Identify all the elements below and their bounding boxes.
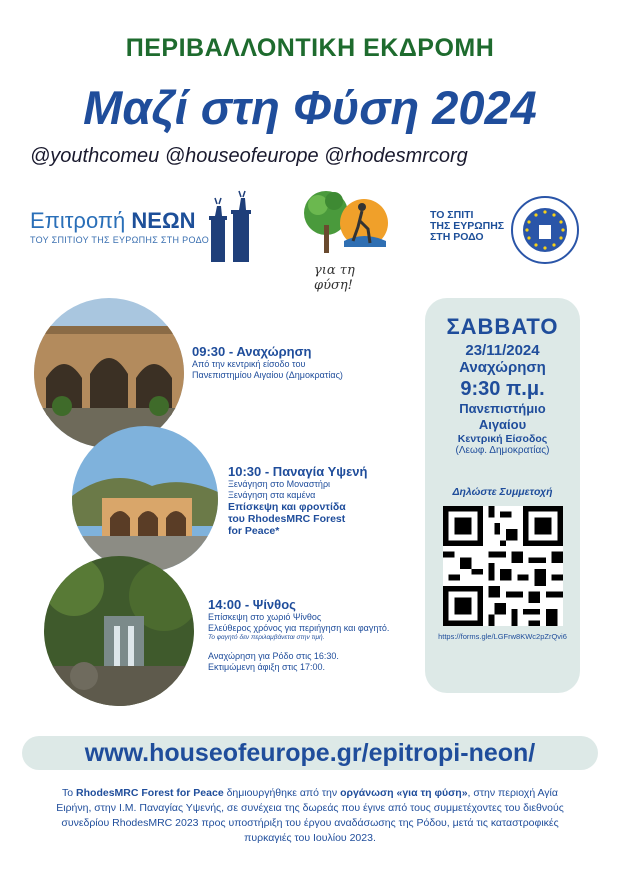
social-handles: @youthcomeu @houseofeurope @rhodesmrcorg — [30, 145, 468, 167]
stop-title: 09:30 - Αναχώρηση — [192, 344, 312, 359]
nature-org-logo — [296, 185, 396, 293]
footer-note — [48, 786, 572, 846]
university-gate-photo — [34, 298, 184, 448]
stop-psinthos — [208, 597, 389, 673]
monastery-photo — [72, 426, 218, 572]
stop-line: Από την κεντρική είσοδο του — [192, 359, 306, 369]
event-date: 23/11/2024 — [465, 342, 540, 359]
form-link[interactable]: https://forms.gle/LGFrw8KWc2pZrQvi6 — [438, 632, 567, 641]
stop-title: 10:30 - Παναγία Υψενή — [228, 464, 368, 479]
logo-subtext: ΤΟΥ ΣΠΙΤΙΟΥ ΤΗΣ ΕΥΡΩΠΗΣ ΣΤΗ ΡΟΔΟ — [30, 235, 209, 245]
footer-bold: RhodesMRC Forest for Peace — [76, 787, 224, 799]
stop-line: Αναχώρηση για Ρόδο στις 16:30. — [208, 651, 339, 661]
food-note: Το φαγητό δεν περιλαμβάνεται στην τιμή. — [208, 634, 325, 641]
stop-bold-line: Επίσκεψη και φροντίδα — [228, 501, 346, 513]
event-subtitle: ΠΕΡΙΒΑΛΛΟΝΤΙΚΗ ΕΚΔΡΟΜΗ — [125, 34, 495, 62]
stop-line: Ξενάγηση στα καμένα — [228, 490, 316, 500]
stop-departure — [192, 344, 343, 381]
stop-line: Ξενάγηση στο Μοναστήρι — [228, 479, 331, 489]
house-line-3: ΣΤΗ ΡΟΔΟ — [430, 231, 484, 243]
stop-bold-line: του RhodesMRC Forest — [228, 513, 346, 525]
youth-committee-logo — [30, 190, 265, 270]
register-label: Δηλώστε Συμμετοχή — [452, 486, 553, 498]
footer-text: Το — [62, 787, 77, 799]
stop-panagia — [228, 464, 367, 537]
stop-line: Επίσκεψη στο χωριό Ψίνθος — [208, 612, 322, 622]
logo-text-b: ΝΕΩΝ — [131, 208, 196, 233]
departure-label: Αναχώρηση — [459, 359, 546, 376]
stop-line: Ελεύθερος χρόνος για περιήγηση και φαγητό. — [208, 623, 390, 633]
house-of-europe-seal-icon — [510, 195, 580, 265]
stop-line: Εκτιμώμενη άφιξη στις 17:00. — [208, 662, 326, 672]
street-label: (Λεωφ. Δημοκρατίας) — [455, 445, 550, 456]
psinthos-photo — [44, 556, 194, 706]
stop-bold-line: for Peace* — [228, 525, 280, 537]
place-line-1: Πανεπιστήμιο — [459, 401, 546, 416]
footer-bold: οργάνωση «για τη φύση» — [340, 787, 468, 799]
house-line-1: ΤΟ ΣΠΙΤΙ — [430, 209, 474, 221]
entrance-label: Κεντρική Είσοδος — [457, 433, 548, 445]
nature-caption: για τη φύση! — [314, 263, 355, 293]
tree-hiker-icon — [296, 185, 396, 265]
deer-tower-icon — [205, 190, 260, 262]
house-line-2: ΤΗΣ ΕΥΡΩΠΗΣ — [430, 220, 505, 232]
footer-text: , στην περιοχή Αγία Ειρήνη, στην Ι.Μ. Παναγίας Υψενής, σε συνέχεια της δωρεάς που έγινε από τους συμμετέχοντες του διεθνούς συνεδρίου RhodesMRC 2023 προς υποστήριξη του έργου αναδάσωσης της Ρόδου, μετά τις καταστροφικές πυρκαγιές του Ιουλίου 2023. — [56, 787, 564, 844]
event-info-panel — [425, 298, 580, 693]
footer-text: δημιουργήθηκε από την — [223, 787, 341, 799]
place-line-2: Αιγαίου — [478, 417, 527, 432]
qr-code[interactable] — [443, 506, 563, 626]
logo-text-a: Επιτροπή — [30, 208, 132, 233]
departure-time: 9:30 π.μ. — [460, 378, 545, 400]
website-banner[interactable]: www.houseofeurope.gr/epitropi-neon/ — [22, 736, 598, 770]
stop-line: Πανεπιστημίου Αιγαίου (Δημοκρατίας) — [192, 370, 343, 380]
event-title: Μαζί στη Φύση 2024 — [83, 81, 537, 134]
event-day: ΣΑΒΒΑΤΟ — [446, 314, 559, 339]
stop-title: 14:00 - Ψίνθος — [208, 597, 296, 612]
house-of-europe-logo — [430, 210, 504, 243]
